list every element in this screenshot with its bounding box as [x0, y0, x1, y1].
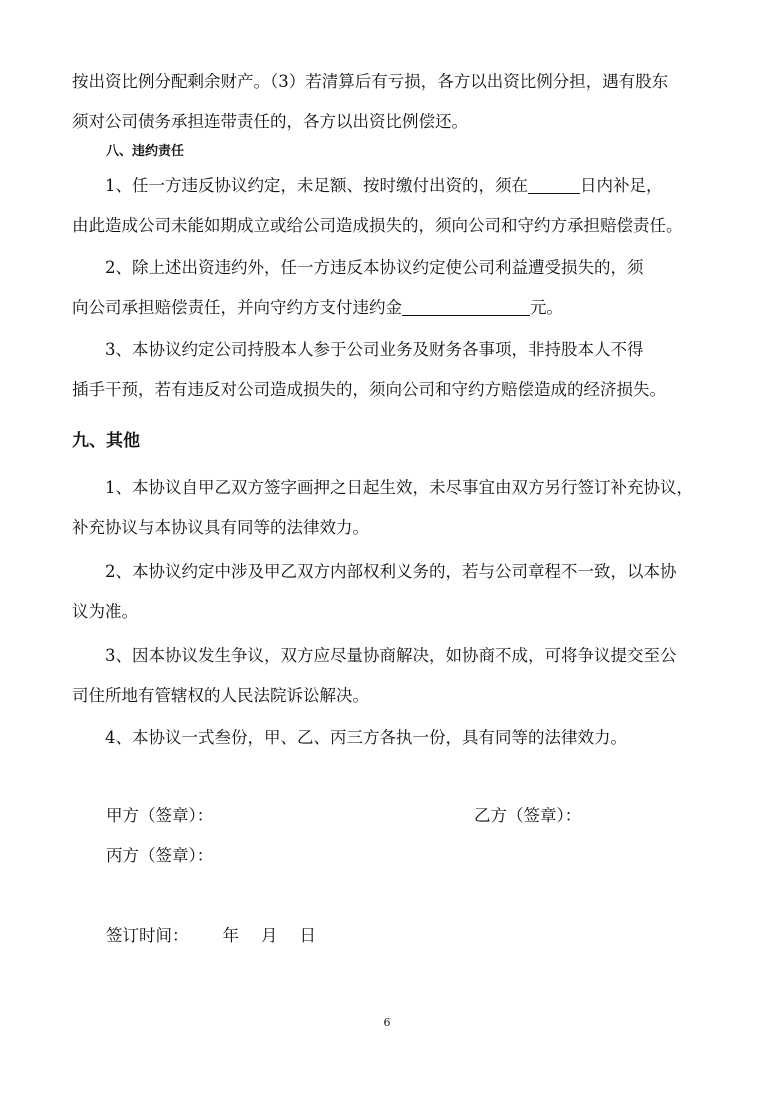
section-8-item-2-prefix: 向公司承担赔偿责任，并向守约方支付违约金	[72, 298, 402, 317]
month-label: 月	[261, 926, 278, 945]
section-8-item-3-line-1: 3、本协议约定公司持股本人参于公司业务及财务各事项，非持股本人不得	[105, 340, 644, 359]
signing-date-line	[106, 924, 316, 948]
day-label: 日	[299, 926, 316, 945]
section-8-item-2-line-1: 2、除上述出资违约外，任一方违反本协议约定使公司利益遭受损失的，须	[105, 258, 644, 277]
section-9-item-1-line-2: 补充协议与本协议具有同等的法律效力。	[72, 518, 369, 537]
section-8-item-1-suffix: 日内补足，	[580, 176, 663, 195]
section-8-item-2-line-2	[72, 288, 712, 328]
party-a-signature-label: 甲方（签章）：	[106, 806, 214, 825]
section-8-item-1-line-1	[72, 166, 712, 206]
penalty-amount-blank-line	[402, 297, 530, 316]
party-b-signature-label: 乙方（签章）：	[474, 806, 582, 825]
section-9-item-3-line-1: 3、因本协议发生争议，双方应尽量协商解决，如协商不成，可将争议提交至公	[105, 646, 677, 665]
year-label: 年	[222, 926, 239, 945]
section-8-item-1-line-2: 由此造成公司未能如期成立或给公司造成损失的，须向公司和守约方承担赔偿责任。	[72, 216, 683, 235]
section-8-heading: 八、违约责任	[106, 144, 185, 159]
section-9-item-1-line-1: 1、本协议自甲乙双方签字画押之日起生效，未尽事宜由双方另行签订补充协议，	[105, 478, 693, 497]
top-paragraph-line-1: 按出资比例分配剩余财产。（3）若清算后有亏损，各方以出资比例分担，遇有股东	[72, 72, 669, 91]
top-paragraph-line-2: 须对公司债务承担连带责任的，各方以出资比例偿还。	[72, 112, 468, 131]
days-blank-line	[528, 175, 580, 194]
page-number: 6	[383, 1016, 391, 1029]
section-8-item-3-line-2: 插手干预，若有违反对公司造成损失的，须向公司和守约方赔偿造成的经济损失。	[72, 380, 666, 399]
party-c-signature-label: 丙方（签章）：	[106, 846, 214, 865]
section-8-item-1-prefix: 1、任一方违反协议约定，未足额、按时缴付出资的，须在	[105, 176, 528, 195]
section-9-heading: 九、其他	[72, 431, 140, 451]
section-9-item-2-line-2: 议为准。	[72, 602, 138, 621]
section-9-item-2-line-1: 2、本协议约定中涉及甲乙双方内部权利义务的，若与公司章程不一致，以本协	[105, 562, 677, 581]
section-9-item-4-line-1: 4、本协议一式叁份，甲、乙、丙三方各执一份，具有同等的法律效力。	[105, 728, 627, 747]
signing-date-label: 签订时间：	[106, 926, 189, 945]
section-9-item-3-line-2: 司住所地有管辖权的人民法院诉讼解决。	[72, 686, 369, 705]
section-8-item-2-suffix: 元。	[530, 298, 563, 317]
